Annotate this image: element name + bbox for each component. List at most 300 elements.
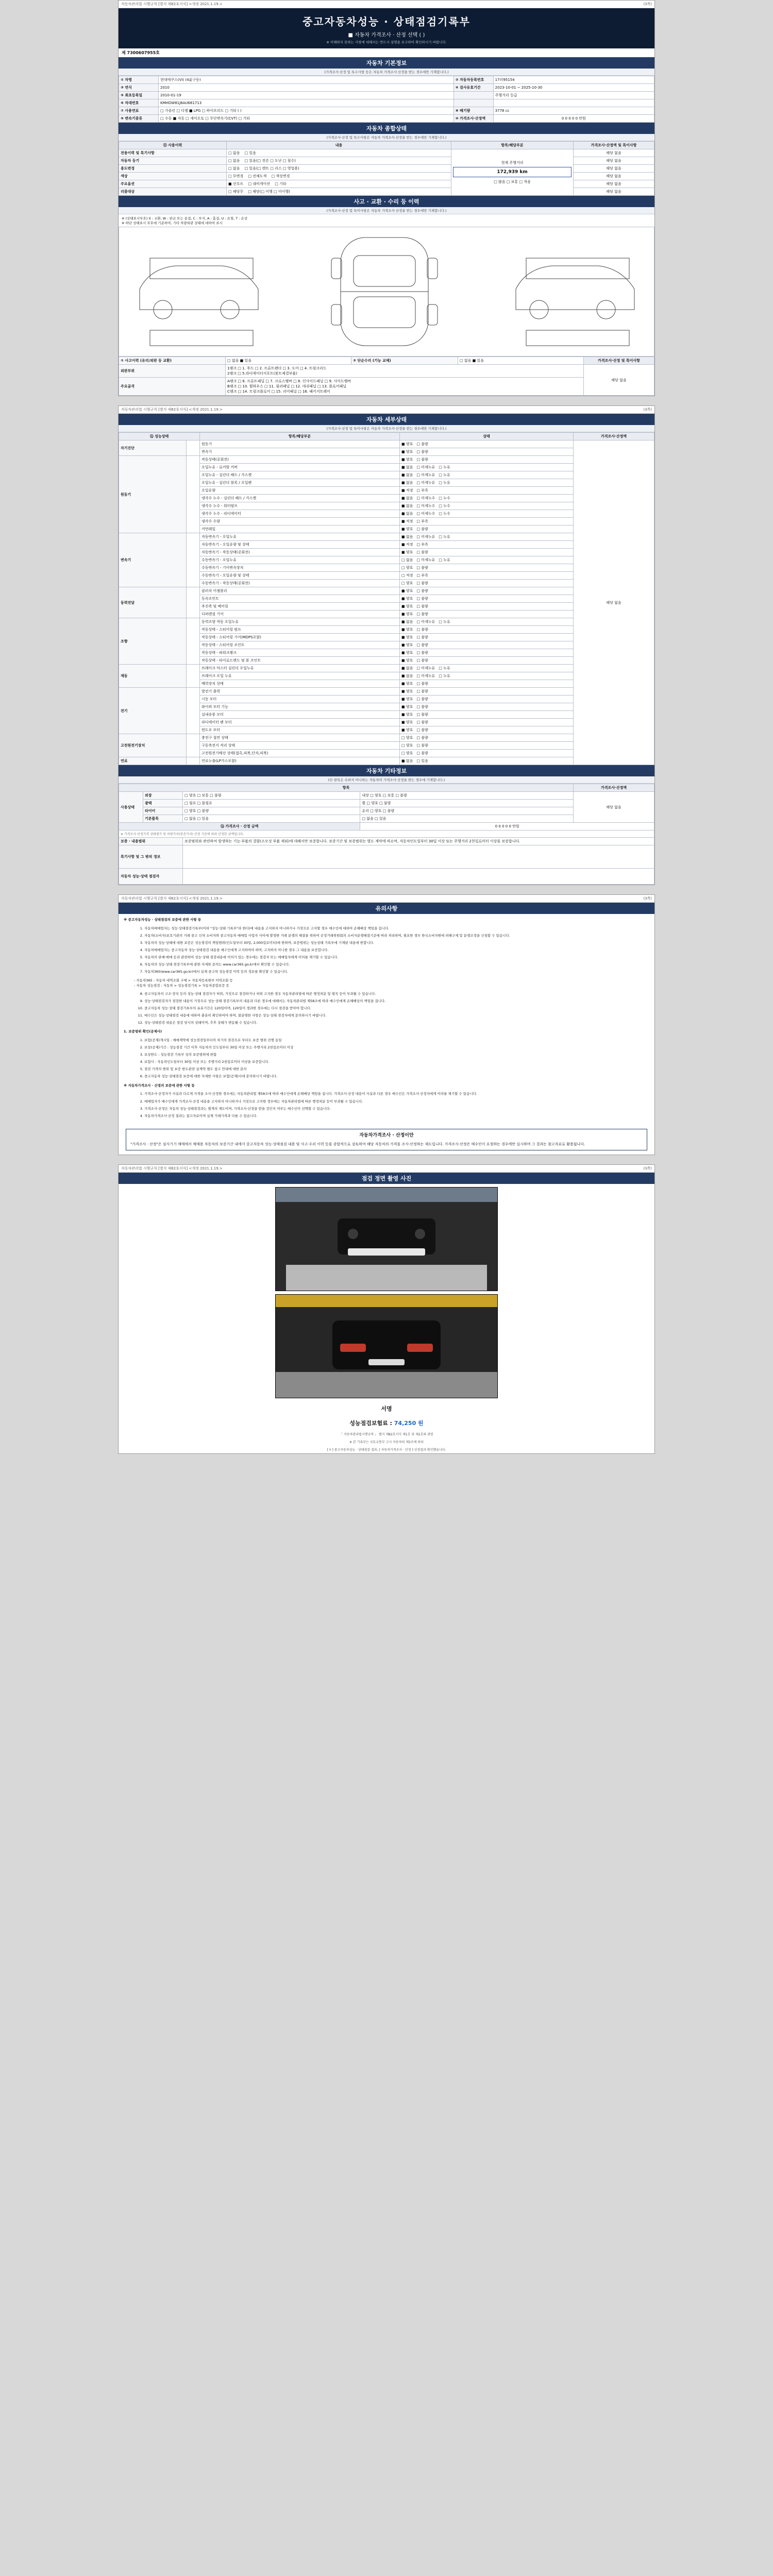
option[interactable]: ■ 양호 [401, 643, 413, 647]
list-item: 3. 가격조사·산정은 자동차 성능·상태점검과는 별개의 제도이며, 가격조사·산정을 받을 것인지 여부는 매수인이 선택할 수 있습니다. [144, 1106, 649, 1111]
option[interactable]: □ 많음 [494, 180, 506, 184]
detail-group-label: 고전원전기장치 [119, 734, 187, 757]
option[interactable]: ■ 적정 [401, 543, 413, 547]
option[interactable]: □ 불량 [416, 720, 428, 724]
basic-label: ⑤ 최초등록일 [119, 92, 159, 99]
detail-item-options[interactable] [400, 641, 574, 649]
option[interactable]: ■ 양호 [401, 651, 413, 655]
option[interactable]: □ 불량 [416, 705, 428, 709]
basic-value [493, 99, 654, 107]
option[interactable]: ■ 양호 [401, 728, 413, 732]
option[interactable]: □ 부족 [416, 543, 428, 547]
detail-item-label: 냉각수 수량 [200, 518, 400, 526]
option[interactable]: □ 있음(□ 전손 □ 도난 □ 침수) [244, 159, 296, 163]
detail-group-spacer [187, 533, 200, 587]
option[interactable]: □ 누유 [439, 674, 450, 678]
option[interactable]: □ 불량 [416, 550, 428, 554]
detail-item-label: 오일유량 [200, 487, 400, 495]
detail-item-label: 라디에이터 팬 모터 [200, 719, 400, 726]
section-detail-title: 자동차 세부상태 [119, 414, 654, 425]
option[interactable]: □ 불량 [416, 713, 428, 717]
list-item: 2. 자동차(소비자)보호기관의 거래 중고 신차 소비자와 중고자동차 매매업 사업자 사이에 발생한 거래 분쟁의 해결을 위하여 공정거래위원회의 소비자분쟁해결기준에 따라 처리하며, 필요한 경우 한국소비자원에 피해구제 및 분쟁조정을 신청할 수 있습니다. [144, 933, 649, 938]
detail-item-options[interactable] [400, 672, 574, 680]
option[interactable]: ■ 양호 [401, 550, 413, 554]
detail-item-label: 실내송풍 모터 [200, 711, 400, 719]
form-reference: 자동차관리법 시행규칙 [별지 제82호서식] <개정 2021.1.19.> [121, 896, 223, 901]
detail-table-body [119, 440, 654, 765]
option[interactable]: □ 불량 [416, 635, 428, 639]
option[interactable]: □ 적정 [401, 573, 413, 578]
basic-label: ⑥ 차대번호 [119, 99, 159, 107]
detail-item-options[interactable] [400, 649, 574, 657]
basic-label: ③ 연식 [119, 84, 159, 92]
polish-options[interactable]: □ 필요 □ 불필요 [183, 800, 360, 807]
row-label: 보증 · 내용범위 [119, 838, 183, 845]
option[interactable]: □ 내비게이션 [248, 182, 270, 186]
detail-item-label: 작동상태 - 타이로드엔드 및 볼 조인트 [200, 657, 400, 665]
option[interactable]: □ 누유 [439, 558, 450, 562]
result-value: 해당 없음 [574, 157, 654, 165]
detail-group-label: 제동 [119, 665, 187, 688]
option[interactable]: □ 미세누수 [416, 512, 435, 516]
option[interactable]: □ 없음 [228, 151, 240, 155]
list-item: - 자동차365 : 자동차 내역조회 구매 > 자동차등록원부 이력조회 등 [134, 978, 233, 982]
simple-repair-options[interactable]: □ 없음 ■ 있음 [458, 357, 584, 365]
notice-head-2: ※ 자동차가격조사 · 산정의 보증에 관한 사항 등 [124, 1083, 195, 1088]
mileage-cell [451, 149, 574, 196]
option[interactable]: □ 불량 [416, 689, 428, 693]
detail-item-label: 동력조향 작동 오일누유 [200, 618, 400, 626]
extra-note-area[interactable] [183, 845, 654, 869]
option[interactable]: ■ 없음 [401, 535, 413, 539]
option[interactable]: ■ 적정 [401, 488, 413, 493]
detail-item-options[interactable] [400, 541, 574, 549]
detail-item-label: 발전기 출력 [200, 688, 400, 696]
option[interactable]: □ 불량 [416, 658, 428, 663]
option[interactable]: □ 누수 [439, 512, 450, 516]
option[interactable]: □ 불량 [416, 751, 428, 755]
option[interactable]: □ 무변경 [228, 174, 244, 178]
parts-line[interactable]: B랭크 □ 10. 휠하우스 □ 11. 필러패널 □ 12. 대쉬패널 □ 13. 플로어패널 [227, 384, 346, 388]
total-label: ⑬ 가격조사 · 산정 금액 [119, 823, 360, 831]
detail-item-label: 작동상태 - 파워크랭크 [200, 649, 400, 657]
detail-group-spacer [187, 587, 200, 618]
detail-group-label: 조향 [119, 618, 187, 665]
total-state-table [119, 141, 654, 196]
parts-line[interactable]: 1랭크 □ 1. 후드 □ 2. 프론트펜더 □ 3. 도어 □ 4. 트렁크리드 [227, 366, 327, 370]
price-value: 0 0 0 0 0 만원 [493, 115, 654, 123]
wheel-cell[interactable] [360, 800, 574, 807]
registration-options[interactable] [226, 157, 451, 165]
detail-item-label: 등속조인트 [200, 595, 400, 603]
section-other-note: (⑬ 항목은 속하지 아니하는 자동차의 가격조사·산정을 받는 경우에 기재합니다.) [119, 776, 654, 784]
detail-item-options[interactable] [400, 750, 574, 757]
detail-item-options[interactable] [400, 734, 574, 742]
option[interactable]: ■ 양호 [401, 697, 413, 701]
table-row [119, 378, 654, 396]
detail-item-options[interactable] [400, 618, 574, 626]
option[interactable]: □ 보통 [506, 180, 518, 184]
option[interactable]: □ 양호 [401, 566, 413, 570]
detail-item-options[interactable] [400, 502, 574, 510]
option[interactable]: ■ 없음 [401, 473, 413, 477]
option[interactable]: ■ 양호 [401, 589, 413, 593]
inspection-photo-rear[interactable] [275, 1294, 498, 1398]
option[interactable]: □ 있음(□ 렌트 □ 리스 □ 영업용) [244, 166, 299, 171]
table-row [119, 838, 654, 845]
guarantee-text: 보증범위와 관련하여 발생하는 기능·부품의 결함(소모성 부품 제외)에 대해서만 보증합니다. 보증기간 및 보증범위는 별도 계약에 따르며, 자동차인도일부터 30일 이상 또는 주행거리 2천킬로미터 이상을 보증합니다. [183, 838, 654, 845]
result-value: 해당 없음 [574, 165, 654, 173]
option[interactable]: □ 적음 [519, 180, 531, 184]
option[interactable]: □ 미세누유 [416, 558, 435, 562]
option[interactable]: ■ 없음 [401, 465, 413, 469]
option[interactable]: ■ 양호 [401, 628, 413, 632]
signature-label: 서명 [381, 1405, 392, 1413]
option[interactable]: ■ 양호 [401, 604, 413, 608]
result-value: 해당 없음 [574, 792, 654, 823]
frame-parts[interactable] [226, 378, 584, 396]
parts-line[interactable]: 2랭크 □ 5.라디에이터서포트(볼트체결부품) [227, 371, 297, 376]
basic-items-options[interactable]: □ 없음 □ 있음 [183, 815, 360, 823]
option[interactable]: □ 불량 [416, 527, 428, 531]
row-label: 유리 [362, 809, 369, 813]
option[interactable]: □ 양호 [401, 751, 413, 755]
detail-item-options[interactable] [400, 564, 574, 572]
document-number: 제 7300607955호 [122, 50, 160, 55]
detail-item-label: 수동변속기 - 오일유량 및 상태 [200, 572, 400, 580]
option[interactable]: □ 불량 [416, 597, 428, 601]
basic-label: ② 자동차등록번호 [453, 76, 493, 84]
transmission-options[interactable]: □ 수동 ■ 자동 □ 세미오토 □ 무단변속기(CVT) □ 기타 [159, 115, 454, 123]
parts-line[interactable]: A랭크 □ 6. 프론트패널 □ 7. 크로스멤버 □ 8. 인사이드패널 □ 9. 사이드멤버 [227, 379, 351, 383]
price-survey-guide-box [126, 1129, 647, 1150]
interior-options[interactable]: □ 양호 □ 보통 □ 불량 [370, 793, 407, 798]
accident-history-options[interactable]: □ 없음 ■ 있음 [226, 357, 351, 365]
option[interactable]: □ 누수 [439, 496, 450, 500]
basic-label: ① 차명 [119, 76, 159, 84]
option[interactable]: □ 누유 [439, 620, 450, 624]
option[interactable]: □ 불량 [416, 682, 428, 686]
page-note: ※ 이해하지 못하는 사항에 대해서는 반드시 설명을 요구하여 확인하시기 바랍니다. [326, 40, 447, 44]
table-row [119, 823, 654, 831]
usechange-options[interactable] [226, 165, 451, 173]
option[interactable]: ■ 양호 [401, 527, 413, 531]
mileage-options[interactable] [453, 179, 572, 184]
car-damage-diagram[interactable] [119, 227, 654, 357]
detail-group-spacer [187, 618, 200, 665]
detail-item-options[interactable] [400, 688, 574, 696]
option[interactable]: □ 미세누유 [416, 473, 435, 477]
notice-list-2 [124, 991, 649, 1025]
option[interactable]: □ 누유 [439, 473, 450, 477]
detail-item-options[interactable] [400, 448, 574, 456]
outer-panel-parts[interactable] [226, 365, 584, 378]
detail-item-label: 변속기 [200, 448, 400, 456]
detail-item-options[interactable] [400, 680, 574, 688]
basic-label [453, 99, 493, 107]
glass-cell[interactable] [360, 807, 574, 815]
table-row [119, 76, 654, 84]
tire-options[interactable]: □ 양호 □ 불량 [183, 807, 360, 815]
option[interactable]: □ 불량 [416, 743, 428, 748]
option[interactable]: ■ 없음 [401, 512, 413, 516]
detail-group-spacer [187, 440, 200, 456]
option[interactable]: □ 부족 [416, 519, 428, 523]
row-label: 외판부위 [119, 365, 226, 378]
option[interactable]: ■ 없음 [401, 496, 413, 500]
option[interactable]: □ 미세누유 [416, 620, 435, 624]
section-accident-note: (가격조사·산정 및 특이사항은 자동차 가격조사·산정을 받는 경우에만 기재합니다.) [119, 207, 654, 214]
option[interactable]: □ 불량 [416, 442, 428, 446]
option[interactable]: □ 불량 [416, 728, 428, 732]
option[interactable]: □ 불량 [416, 566, 428, 570]
result-value: 해당 없음 [584, 365, 654, 396]
option[interactable]: ■ 양호 [401, 442, 413, 446]
detail-item-options[interactable] [400, 526, 574, 533]
total-note: ※ 가격조사·산정가격 상태평가 및 차량가치(잔존가치) 산정 기준에 따라 산정한 금액입니다. [119, 831, 654, 838]
detail-item-options[interactable] [400, 456, 574, 464]
detail-item-options[interactable] [400, 495, 574, 502]
detail-item-options[interactable] [400, 603, 574, 611]
usage-history-options[interactable] [226, 149, 451, 157]
detail-item-options[interactable] [400, 657, 574, 665]
detail-item-options[interactable] [400, 510, 574, 518]
detail-item-options[interactable] [400, 696, 574, 703]
option[interactable]: ■ 선루프 [228, 182, 244, 186]
option[interactable]: □ 해당무 [228, 190, 244, 194]
option[interactable]: □ 누유 [439, 465, 450, 469]
detail-item-label: 커먼레일 [200, 526, 400, 533]
detail-item-options[interactable] [400, 595, 574, 603]
form-reference: 자동차관리법 시행규칙 [별지 제82호서식] <개정 2021.1.19.> [121, 408, 223, 412]
list-item: 2. 보상(공제)기간 : 성능점검 기간 이후 자동차의 인도일부터 30일 이상 또는 주행거리 2천킬로미터 이상 [144, 1045, 649, 1050]
form-reference: 자동차관리법 시행규칙 [별지 제82호서식] <개정 2021.1.19.> [121, 2, 223, 6]
detail-item-options[interactable] [400, 471, 574, 479]
detail-item-options[interactable] [400, 580, 574, 587]
detail-item-label: 배력장치 상태 [200, 680, 400, 688]
detail-group-label: 동력전달 [119, 587, 187, 618]
row-label: 내장 [362, 793, 369, 798]
option[interactable]: □ 없음 [401, 558, 413, 562]
option[interactable]: ■ 양호 [401, 682, 413, 686]
table-row [119, 165, 654, 173]
detail-item-label: 브레이크 마스터 실린더 오일누유 [200, 665, 400, 672]
option[interactable]: □ 미세누유 [416, 535, 435, 539]
basic-label: ⑨ 변속기종류 [119, 115, 159, 123]
option[interactable]: □ 전체도색 [248, 174, 267, 178]
detail-group-spacer [187, 688, 200, 734]
list-item: 11. 매수인은 성능·상태점검 내용에 대하여 충분히 확인하여야 하며, 불분명한 사항은 성능·상태 점검자에게 문의하시기 바랍니다. [144, 1013, 649, 1018]
detail-item-options[interactable] [400, 440, 574, 448]
glass-options[interactable]: □ 양호 □ 불량 [370, 809, 395, 813]
option[interactable]: □ 없음 [228, 166, 240, 171]
recall-options[interactable] [226, 188, 451, 196]
detail-group-label: 연료 [119, 757, 187, 765]
option[interactable]: ■ 없음 [401, 674, 413, 678]
detail-item-options[interactable] [400, 611, 574, 618]
other-info-table [119, 784, 654, 885]
col-head: ⑫ 성능상태 [119, 433, 200, 440]
inspection-photo-front[interactable] [275, 1187, 498, 1291]
row-label: 주요골격 [119, 378, 226, 396]
option[interactable]: □ 불량 [416, 581, 428, 585]
list-item: 4. 자동차가격조사·산정 결과는 참고자료이며 실제 거래가격과 다를 수 있습니다. [144, 1113, 649, 1118]
detail-item-label: 원동기 [200, 440, 400, 448]
option[interactable]: □ 누유 [439, 535, 450, 539]
table-row [119, 115, 654, 123]
option[interactable]: ■ 양호 [401, 658, 413, 663]
option[interactable]: □ 미세누유 [416, 674, 435, 678]
detail-item-options[interactable] [400, 479, 574, 487]
option[interactable]: □ 불량 [416, 628, 428, 632]
option[interactable]: □ 미세누수 [416, 496, 435, 500]
wheel-options[interactable]: □ 양호 □ 불량 [366, 801, 391, 805]
row-label: 특기사항 및 그 밖의 정보 [119, 845, 183, 869]
col-head: 내용 [226, 142, 451, 149]
option[interactable]: □ 있음 [416, 759, 428, 763]
basic-value: 2010 [159, 84, 454, 92]
row-label: 휠 [362, 801, 366, 805]
parts-line[interactable]: C랭크 □ 14. 트렁크플로어 □ 15. 리어패널 □ 16. 패키지트레이 [227, 389, 330, 394]
detail-item-label: 냉각수 누수 - 워터펌프 [200, 502, 400, 510]
interior-cell[interactable] [360, 792, 574, 800]
detail-item-options[interactable] [400, 703, 574, 711]
option[interactable]: □ 색상변경 [271, 174, 290, 178]
option[interactable]: □ 미세누수 [416, 504, 435, 508]
option[interactable]: □ 미세누유 [416, 465, 435, 469]
option[interactable]: □ 부족 [416, 573, 428, 578]
detail-item-options[interactable] [400, 634, 574, 641]
detail-item-options[interactable] [400, 757, 574, 765]
detail-group-spacer [187, 757, 200, 765]
guide-title: 자동차가격조사 · 산정이안 [359, 1133, 414, 1139]
option[interactable]: ■ 적정 [401, 519, 413, 523]
option[interactable]: □ 불량 [416, 643, 428, 647]
table-row [119, 157, 654, 165]
option[interactable]: ■ 없음 [401, 504, 413, 508]
option[interactable]: ■ 양호 [401, 720, 413, 724]
option[interactable]: ■ 양호 [401, 597, 413, 601]
detail-item-options[interactable] [400, 533, 574, 541]
option[interactable]: □ 불량 [416, 651, 428, 655]
option[interactable]: □ 불량 [416, 457, 428, 462]
option[interactable]: ■ 양호 [401, 705, 413, 709]
notice-head-1: ※ 중고자동차성능 · 상태점검의 보증에 관한 사항 등 [124, 918, 201, 922]
option[interactable]: □ 양호 [401, 736, 413, 740]
notice-sublist-1 [134, 978, 649, 988]
option[interactable]: □ 불량 [416, 589, 428, 593]
option[interactable]: □ 불량 [416, 604, 428, 608]
basic-value: 현대에쿠스(VI) (4륜구동) [159, 76, 454, 84]
detail-item-options[interactable] [400, 549, 574, 556]
row-label: 기본품목 [143, 815, 183, 823]
detail-item-options[interactable] [400, 587, 574, 595]
inspector-area[interactable] [183, 869, 654, 885]
col-head: 항목 [119, 784, 574, 792]
detail-item-options[interactable] [400, 556, 574, 564]
fuel-options[interactable]: □ 가솔린 □ 디젤 ■ LPG □ 하이브리드 □ 기타 ( ) [159, 107, 454, 115]
option[interactable]: □ 양호 [401, 581, 413, 585]
table-row [119, 92, 654, 99]
option[interactable]: □ 없음 [228, 159, 240, 163]
form-reference: 자동차관리법 시행규칙 [별지 제82호서식] <개정 2021.1.19.> [121, 1166, 223, 1171]
detail-group-label: 변속기 [119, 533, 187, 587]
option[interactable]: ■ 없음 [401, 759, 413, 763]
color-options[interactable] [226, 173, 451, 180]
list-item: 10. 중고자동차 성능·상태 점검기록부의 유효기간은 120일이며, 120일이 경과한 경우에는 다시 점검을 받아야 합니다. [144, 1006, 649, 1011]
detail-item-options[interactable] [400, 726, 574, 734]
notice-list-4 [124, 1091, 649, 1118]
exterior-options[interactable]: □ 양호 □ 보통 □ 불량 [183, 792, 360, 800]
footnote-1: 「 자동차관리법시행규칙 」 별지 제82호서식 제1호 및 제2호와 관련 [340, 1433, 433, 1437]
option[interactable]: □ 기타 [275, 182, 287, 186]
detail-item-label: 오일누유 - 실린더 블록 / 오일팬 [200, 479, 400, 487]
detail-item-options[interactable] [400, 719, 574, 726]
list-item: 3. 보상한도 : 성능점검 기록부 상의 보증범위에 한함 [144, 1052, 649, 1057]
option[interactable]: □ 누유 [439, 481, 450, 485]
detail-item-label: 작동상태 - 스티어링 조인트 [200, 641, 400, 649]
detail-item-options[interactable] [400, 464, 574, 471]
option[interactable]: ■ 양호 [401, 450, 413, 454]
detail-item-options[interactable] [400, 518, 574, 526]
option[interactable]: □ 미세누유 [416, 666, 435, 670]
list-item: 5. 자동차의 판매·매매 등과 관련하여 성능·상태 점검내용에 이의가 있는 경우에는 점검자 또는 매매업자에게 이의를 제기할 수 있습니다. [144, 955, 649, 960]
basic-value: 2010-01-19 [159, 92, 454, 99]
list-item: 3. 자동차의 성능·상태에 대한 보증은 성능점검의 책임범위(인도일부터 30일, 2,000킬로미터)에 한하며, 보증범위는 성능상태 기록부에 기재된 내용에 한합니다. [144, 940, 649, 945]
option[interactable]: ■ 없음 [401, 620, 413, 624]
mileage-label: 현재 주행거리 [501, 161, 524, 165]
option[interactable]: ■ 양호 [401, 612, 413, 616]
detail-item-options[interactable] [400, 626, 574, 634]
detail-item-options[interactable] [400, 572, 574, 580]
option[interactable]: □ 있음 [244, 151, 256, 155]
option[interactable]: □ 불량 [416, 612, 428, 616]
option[interactable]: ■ 없음 [401, 666, 413, 670]
option[interactable]: ■ 없음 [401, 481, 413, 485]
detail-state-table [119, 432, 654, 765]
detail-item-label: 오일누유 - 로커암 커버 [200, 464, 400, 471]
col-head: 가격조사·산정액 [574, 433, 654, 440]
option[interactable]: □ 누유 [439, 666, 450, 670]
detail-item-label: 수동변속기 - 작동상태(공회전) [200, 580, 400, 587]
notice-body [119, 914, 654, 1125]
option[interactable]: □ 미세누유 [416, 481, 435, 485]
detail-item-options[interactable] [400, 711, 574, 719]
detail-item-options[interactable] [400, 742, 574, 750]
table-row [119, 440, 654, 448]
option[interactable]: ■ 양호 [401, 713, 413, 717]
option[interactable]: □ 불량 [416, 450, 428, 454]
option[interactable]: □ 부족 [416, 488, 428, 493]
sheet-header [119, 406, 654, 414]
option[interactable]: ■ 양호 [401, 457, 413, 462]
option[interactable]: □ 누수 [439, 504, 450, 508]
option[interactable]: □ 불량 [416, 697, 428, 701]
page-number: (3쪽) [643, 896, 652, 901]
option[interactable]: □ 양호 [401, 743, 413, 748]
options-options[interactable] [226, 180, 451, 188]
detail-item-label: 자동변속기 - 작동상태(공회전) [200, 549, 400, 556]
option[interactable]: ■ 양호 [401, 635, 413, 639]
option[interactable]: □ 불량 [416, 736, 428, 740]
list-item: 6. 중고자동차 성능·상태점검 보증에 대한 자세한 사항은 보험(공제)사에 문의하시기 바랍니다. [144, 1074, 649, 1079]
option[interactable]: ■ 양호 [401, 689, 413, 693]
basic-items-options-2[interactable]: □ 없음 □ 있음 [360, 815, 574, 823]
detail-item-options[interactable] [400, 487, 574, 495]
detail-item-options[interactable] [400, 665, 574, 672]
option[interactable]: □ 해당(□ 이행 □ 미이행) [248, 190, 290, 194]
detail-item-label: 구동축전지 격리 상태 [200, 742, 400, 750]
